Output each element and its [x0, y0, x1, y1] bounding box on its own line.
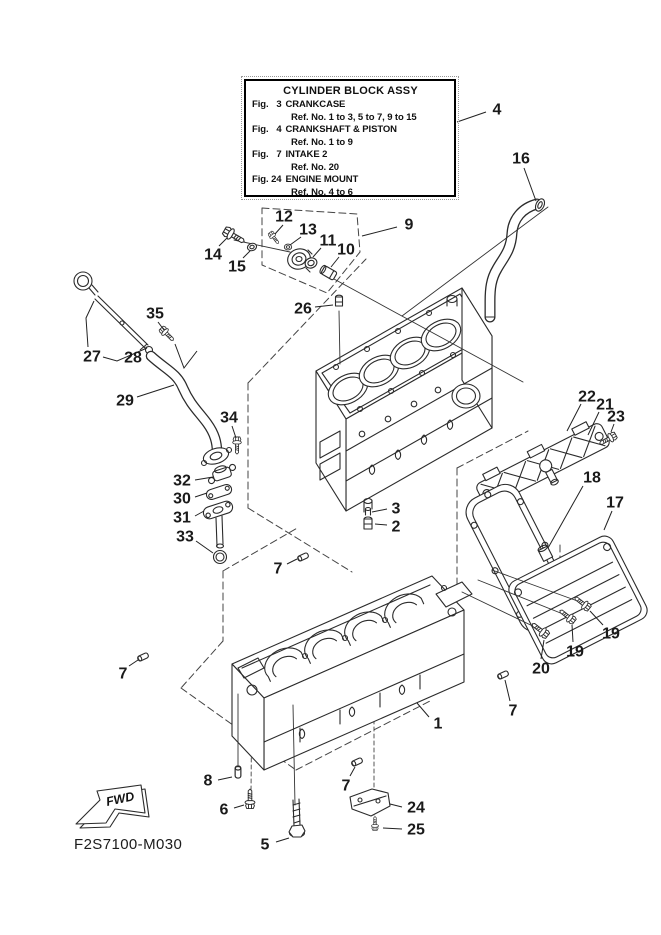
callout-2-leader: [375, 524, 387, 525]
cylinder-block-upper: [316, 288, 492, 512]
callout-16-leader: [524, 168, 536, 201]
info-box-entries: [252, 99, 449, 199]
callout-5: 5: [260, 836, 270, 854]
callout-34-leader: [232, 426, 236, 438]
fitting-2: [364, 517, 372, 529]
callout-7: 7: [118, 665, 128, 683]
callout-33: 33: [176, 528, 194, 546]
info-box: [244, 79, 456, 197]
callout-5-leader: [276, 838, 289, 842]
callout-33-leader: [196, 541, 213, 553]
callout-4-leader: [457, 112, 486, 122]
callout-34: 34: [220, 409, 238, 427]
callout-35: 35: [146, 305, 164, 323]
callout-18: 18: [583, 469, 601, 487]
callout-7-leader: [129, 660, 138, 666]
dowel-pin-7d: [497, 670, 509, 679]
callout-29-leader: [137, 385, 174, 397]
callout-24: 24: [407, 799, 425, 817]
callout-3-leader: [372, 509, 387, 512]
bolt-25: [372, 817, 379, 831]
callout-32: 32: [173, 472, 191, 490]
callout-15-leader: [243, 251, 250, 258]
fig-entry-ref: Ref. No. 1 to 9: [291, 136, 353, 148]
callout-7: 7: [341, 777, 351, 795]
callout-23: 23: [607, 408, 625, 426]
callout-20: 20: [532, 660, 550, 678]
dipstick-27: [74, 272, 153, 354]
callout-30: 30: [173, 490, 191, 508]
callout-31-leader: [195, 511, 204, 516]
callout-1: 1: [433, 715, 443, 733]
callout-29: 29: [116, 392, 134, 410]
callout-31: 31: [173, 509, 191, 527]
callout-7-leader: [287, 559, 297, 564]
callout-9: 9: [404, 216, 414, 234]
callout-13: 13: [299, 221, 317, 239]
dowel-pin-7b: [297, 552, 309, 561]
strainer-fitting-32: [205, 462, 238, 485]
callout-14-leader: [219, 238, 227, 246]
callout-7-leader: [350, 767, 355, 776]
callout-8-leader: [218, 777, 232, 780]
callout-10-leader: [331, 257, 339, 267]
callout-7: 7: [273, 560, 283, 578]
fwd-flag: [76, 785, 149, 828]
callout-25-leader: [383, 828, 402, 829]
callout-6-leader: [234, 805, 244, 808]
fitting-31: [202, 500, 234, 521]
callout-27-leader: [86, 301, 94, 347]
drawing-code: F2S7100-M030: [74, 836, 183, 853]
callout-7-leader: [505, 680, 510, 701]
callout-16: 16: [512, 150, 530, 168]
callout-12-leader: [275, 225, 283, 234]
dowel-pin-8: [235, 766, 241, 778]
callout-26-leader: [315, 305, 333, 307]
fig-entry-ref: Ref. No. 4 to 6: [291, 186, 353, 198]
fig-entry: Fig. 7 INTAKE 2: [252, 149, 328, 160]
dowel-pin-7a: [137, 652, 149, 661]
callout-19: 19: [566, 643, 584, 661]
callout-15: 15: [228, 258, 246, 276]
callout-7: 7: [508, 702, 518, 720]
fig-entry: Fig. 24 ENGINE MOUNT: [252, 174, 359, 185]
callout-27: 27: [83, 348, 101, 366]
fig-entry: Fig. 3 CRANKCASE: [252, 99, 346, 110]
callout-28: 28: [124, 349, 142, 367]
callout-10: 10: [337, 241, 355, 259]
bolt-35: [158, 325, 176, 343]
info-box-title: CYLINDER BLOCK ASSY: [283, 85, 418, 97]
callout-24-leader: [390, 804, 402, 807]
callout-32-leader: [195, 477, 213, 480]
callout-3: 3: [391, 500, 401, 518]
gasket-30: [205, 483, 233, 501]
callout-8: 8: [203, 772, 213, 790]
callout-19: 19: [602, 625, 620, 643]
fig-entry: Fig. 4 CRANKSHAFT & PISTON: [252, 124, 397, 135]
callout-30-leader: [195, 493, 207, 497]
callout-22: 22: [578, 388, 596, 406]
callout-6: 6: [219, 801, 229, 819]
callout-25: 25: [407, 821, 425, 839]
callout-14: 14: [204, 246, 222, 264]
callout-4: 4: [492, 101, 502, 119]
callout-11: 11: [319, 232, 337, 250]
callout-17-leader: [604, 511, 612, 530]
fig-entry-ref: Ref. No. 1 to 3, 5 to 7, 9 to 15: [291, 111, 417, 123]
callout-21: 21: [596, 396, 614, 414]
fwd-flag-label: FWD: [104, 789, 136, 809]
callout-17: 17: [606, 494, 624, 512]
callout-26: 26: [294, 300, 312, 318]
fig-entry-ref: Ref. No. 20: [291, 161, 339, 173]
crankcase-lower: [232, 576, 472, 770]
callout-35-leader: [175, 344, 197, 368]
pin-3: [366, 508, 371, 516]
callout-1-leader: [417, 703, 429, 717]
bolt-6: [245, 789, 255, 808]
callout-2: 2: [391, 518, 401, 536]
anode-plate-24: [350, 789, 390, 816]
dowel-pin-7c: [351, 757, 363, 766]
plug-bolt-26: [336, 295, 343, 306]
bolt-5: [289, 799, 305, 837]
callout-12: 12: [275, 208, 293, 226]
callout-9-leader: [362, 227, 397, 236]
callout-18-leader: [548, 486, 583, 548]
